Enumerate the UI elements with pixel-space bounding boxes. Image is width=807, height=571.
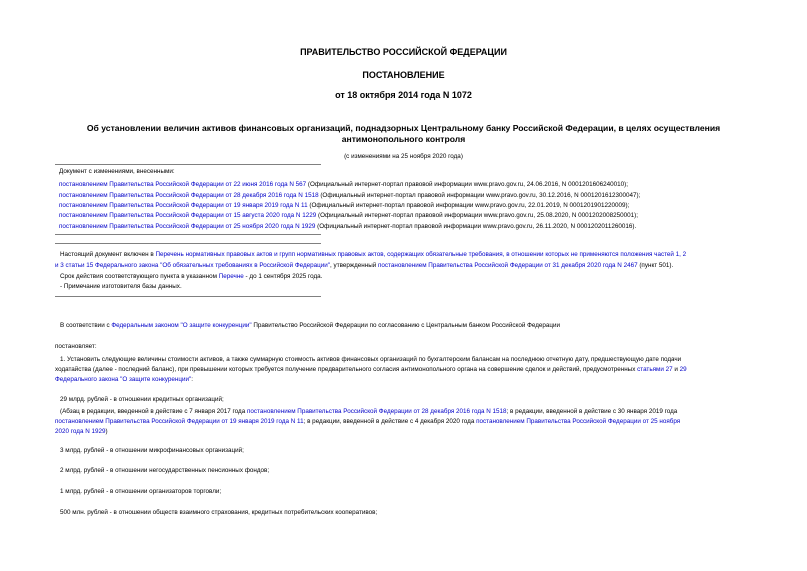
competition-law-link[interactable]: Федеральным законом "О защите конкуренции": [111, 322, 252, 329]
notice-resolution-link[interactable]: постановлением Правительства Российской Федерации от 31 декабря 2020 года N 2467: [378, 262, 638, 269]
preamble-text: Правительство Российской Федерации по согласованию с Центральным банком Российской Федерации: [251, 322, 561, 329]
paragraph-1-line-3: [55, 375, 193, 384]
validity-text: Срок действия соответствующего пункта в указанном: [60, 273, 219, 280]
paragraph-1-line-1: 1. Установить следующие величины стоимости активов, а также суммарную стоимость активов финансовых организаций по бухгалтерским балансам на последнюю отчетную дату, предшествующую дате подачи: [60, 356, 682, 363]
notice-paragraph-cont: [55, 261, 673, 270]
competition-law-link-2[interactable]: Федерального закона "О защите конкуренции": [55, 376, 192, 383]
notice-paragraph: [60, 250, 686, 259]
amendment-source: (Официальный интернет-портал правовой информации www.pravo.gov.ru, 25.08.2020, N 0001202008250001);: [316, 212, 639, 219]
amendment-item: [59, 180, 628, 189]
history-text: ; в редакции, введенной в действие с 4 декабря 2020 года: [303, 418, 477, 425]
history-link-1518[interactable]: постановлением Правительства Российской Федерации от 28 декабря 2016 года N 1518: [246, 408, 507, 415]
amendment-link[interactable]: постановлением Правительства Российской Федерации от 19 января 2019 года N 11: [59, 202, 308, 209]
validity-line: [60, 272, 322, 281]
amendment-link[interactable]: постановлением Правительства Российской Федерации от 28 декабря 2016 года N 1518: [59, 192, 319, 199]
government-heading: ПРАВИТЕЛЬСТВО РОССИЙСКОЙ ФЕДЕРАЦИИ: [300, 47, 507, 57]
edit-history-line-2: [55, 417, 680, 426]
p1-text: ходатайства (далее - последний баланс), при превышении которых требуется получение предварительного согласия антимонопольного органа на совершение сделок и действий, предусмотренных: [55, 366, 638, 373]
mutual-insurance-value: 500 млн. рублей - в отношении обществ взаимного страхования, кредитных потребительских кооперативов;: [60, 509, 378, 516]
amendment-item: [59, 211, 638, 220]
preamble-text: В соответствии с: [60, 322, 112, 329]
validity-text: - до 1 сентября 2025 года.: [243, 273, 323, 280]
notice-list-link[interactable]: Перечень нормативных правовых актов и групп нормативных правовых актов, содержащих обязательные требования, в отношении которых не применяются положения частей 1, 2: [155, 251, 687, 258]
decides-label: постановляет:: [55, 343, 97, 350]
document-title: [0, 123, 807, 145]
amendment-source: (Официальный интернет-портал правовой информации www.pravo.gov.ru, 30.12.2016, N 0001201612300047);: [318, 192, 641, 199]
preamble: [60, 321, 560, 330]
history-text: ): [105, 428, 108, 435]
amendment-link[interactable]: постановлением Правительства Российской Федерации от 15 августа 2020 года N 1229: [59, 212, 317, 219]
pension-fund-value: 2 млрд. рублей - в отношении негосударственных пенсионных фондов;: [60, 467, 270, 474]
p1-text: и: [672, 366, 680, 373]
document-type: ПОСТАНОВЛЕНИЕ: [362, 70, 445, 80]
amendment-item: [59, 191, 640, 200]
history-text: (Абзац в редакции, введенной в действие с 7 января 2017 года: [60, 408, 247, 415]
producer-note: - Примечание изготовителя базы данных.: [60, 283, 182, 290]
amendment-source: (Официальный интернет-портал правовой информации www.pravo.gov.ru, 22.01.2019, N 0001201901220009);: [307, 202, 630, 209]
validity-list-link[interactable]: Перечне: [218, 273, 244, 280]
history-link-1929-cont[interactable]: 2020 года N 1929: [55, 428, 106, 435]
credit-org-value: 29 млрд. рублей - в отношении кредитных организаций;: [60, 396, 224, 403]
history-text: ; в редакции, введенной в действие с 30 января 2019 года: [506, 408, 678, 415]
amendments-note: (с изменениями на 25 ноября 2020 года): [344, 153, 463, 160]
divider-middle-1: [55, 234, 321, 235]
paragraph-1-line-2: [55, 365, 687, 374]
trade-organizer-value: 1 млрд. рублей - в отношении организаторов торговли;: [60, 488, 222, 495]
amendments-intro: Документ с изменениями, внесенными:: [59, 168, 175, 175]
divider-top: [55, 164, 321, 165]
edit-history-line-3: [55, 427, 108, 436]
amendment-link[interactable]: постановлением Правительства Российской Федерации от 25 ноября 2020 года N 1929: [59, 223, 316, 230]
amendment-item: [59, 222, 636, 231]
notice-law-link[interactable]: и 3 статьи 15 Федерального закона "Об обязательных требованиях в Российской Федерации": [55, 262, 331, 269]
amendment-item: [59, 201, 629, 210]
notice-text: , утвержденный: [330, 262, 378, 269]
p1-text: :: [191, 376, 193, 383]
amendment-source: (Официальный интернет-портал правовой информации www.pravo.gov.ru, 26.11.2020, N 0001202011260016).: [315, 223, 637, 230]
microfinance-value: 3 млрд. рублей - в отношении микрофинансовых организаций;: [60, 447, 244, 454]
notice-text: Настоящий документ включен в: [60, 251, 156, 258]
amendment-source: (Официальный интернет-портал правовой информации www.pravo.gov.ru, 24.06.2016, N 0001201606240010);: [306, 181, 628, 188]
divider-middle-2: [55, 243, 321, 244]
title-line-1: Об установлении величин активов финансовых организаций, поднадзорных Центральному банку Российской Федерации, в целях осуществления: [86, 123, 721, 133]
title-line-2: антимонопольного контроля: [341, 134, 466, 144]
article-27-link[interactable]: статьями 27: [637, 366, 673, 373]
amendment-link[interactable]: постановлением Правительства Российской Федерации от 22 июня 2016 года N 567: [59, 181, 307, 188]
history-link-1929[interactable]: постановлением Правительства Российской Федерации от 25 ноября: [476, 418, 681, 425]
divider-bottom: [55, 296, 321, 297]
edit-history-line-1: [60, 407, 677, 416]
notice-text: (пункт 501).: [637, 262, 674, 269]
document-date-number: от 18 октября 2014 года N 1072: [335, 90, 472, 100]
article-29-link[interactable]: 29: [679, 366, 687, 373]
history-link-11[interactable]: постановлением Правительства Российской Федерации от 19 января 2019 года N 11: [55, 418, 304, 425]
